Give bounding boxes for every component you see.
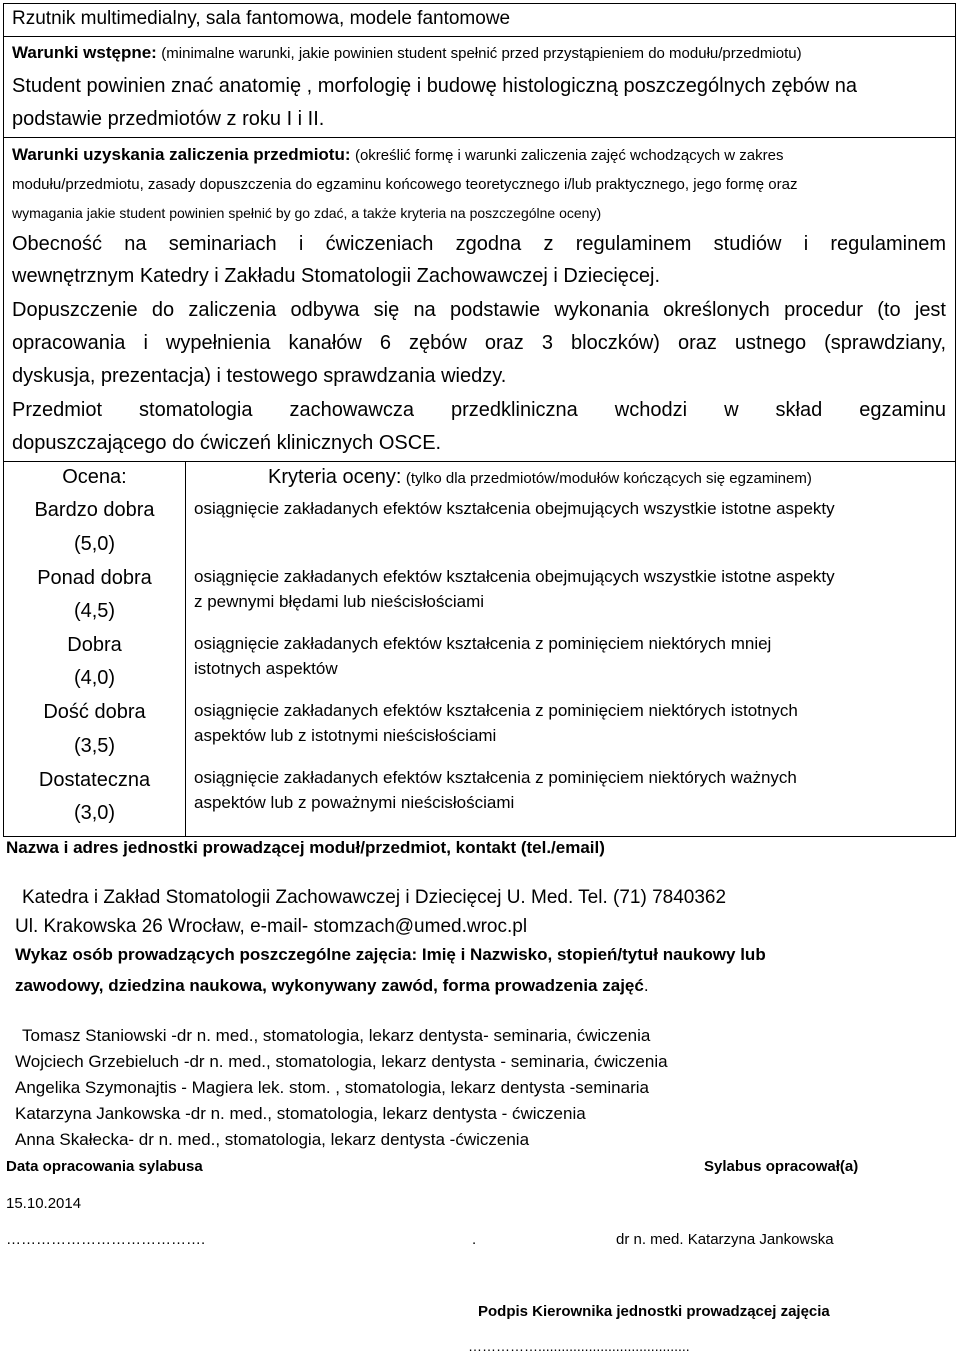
prerequisites-line-2: podstawie przedmiotów z roku I i II. xyxy=(12,108,325,130)
prerequisites-label: Warunki wstępne: xyxy=(12,43,157,62)
grade-criteria-line-2: aspektów lub z poważnymi nieścisłościami xyxy=(194,793,515,812)
staff-member: Angelika Szymonajtis - Magiera lek. stom. , stomatologia, lekarz dentysta -seminaria xyxy=(15,1078,649,1097)
prerequisites-line-1: Student powinien znać anatomię , morfologię i budowę histologiczną poszczególnych zębów na xyxy=(12,75,857,97)
pass-label: Warunki uzyskania zaliczenia przedmiotu: xyxy=(12,145,351,164)
grade-criteria xyxy=(194,496,954,521)
staff-member: Katarzyna Jankowska -dr n. med., stomatologia, lekarz dentysta - ćwiczenia xyxy=(15,1104,586,1123)
grade-name: Dość dobra xyxy=(43,701,146,723)
mid-dot: . xyxy=(472,1231,477,1248)
head-signature-line: ……………....................................... xyxy=(468,1338,690,1354)
unit-label: Nazwa i adres jednostki prowadzącej moduł/przedmiot, kontakt (tel./email) xyxy=(6,838,605,857)
grade-name: Dobra xyxy=(67,634,122,656)
criteria-header-note: (tylko dla przedmiotów/modułów kończących się egzaminem) xyxy=(405,470,812,487)
attendance-line-1: Obecność na seminariach i ćwiczeniach zgodna z regulaminem studiów i regulaminem xyxy=(12,233,946,255)
criteria-column-header xyxy=(268,466,812,489)
grade-name: Ponad dobra xyxy=(37,567,152,589)
pass-note-1: (określić formę i warunki zaliczenia zajęć wchodzących w zakres xyxy=(354,147,784,164)
staff-label-line-2: zawodowy, dziedzina naukowa, wykonywany zawód, forma prowadzenia zajęć xyxy=(15,976,644,995)
grade-value: (3,5) xyxy=(73,735,116,757)
author-label: Sylabus opracował(a) xyxy=(704,1158,859,1175)
grade-name: Bardzo dobra xyxy=(34,499,155,521)
pass-heading xyxy=(12,145,946,165)
grade-criteria-line-2: istotnych aspektów xyxy=(194,659,338,678)
grade-criteria xyxy=(194,631,954,681)
grade-value: (5,0) xyxy=(73,533,116,555)
osce-line-2: dopuszczającego do ćwiczeń klinicznych OSCE. xyxy=(12,432,442,454)
grade-criteria-line-1: osiągnięcie zakładanych efektów kształcenia obejmujących wszystkie istotne aspekty xyxy=(194,499,835,518)
admission-line-3: dyskusja, prezentacja) i testowego sprawdzania wiedzy. xyxy=(12,365,507,387)
grade-value: (4,0) xyxy=(73,667,116,689)
admission-line-2: opracowania i wypełnienia kanałów 6 zębów oraz 3 bloczków) oraz ustnego (sprawdziany, xyxy=(12,332,946,354)
grade-criteria-line-1: osiągnięcie zakładanych efektów kształcenia z pominięciem niektórych mniej xyxy=(194,634,772,653)
staff-label-line-1: Wykaz osób prowadzących poszczególne zajęcia: Imię i Nazwisko, stopień/tytuł naukowy lub xyxy=(15,945,766,964)
grade-criteria-line-1: osiągnięcie zakładanych efektów kształcenia z pominięciem niektórych ważnych xyxy=(194,768,797,787)
staff-member: Tomasz Staniowski -dr n. med., stomatologia, lekarz dentysta- seminaria, ćwiczenia xyxy=(22,1026,651,1045)
admission-line-1: Dopuszczenie do zaliczenia odbywa się na podstawie wykonania określonych procedur (to jest xyxy=(12,299,946,321)
head-signature-label: Podpis Kierownika jednostki prowadzącej zajęcia xyxy=(478,1303,830,1320)
grade-criteria-line-1: osiągnięcie zakładanych efektów kształcenia z pominięciem niektórych istotnych xyxy=(194,701,798,720)
author-name: dr n. med. Katarzyna Jankowska xyxy=(616,1231,834,1248)
prerequisites-heading xyxy=(12,43,802,63)
staff-member: Anna Skałecka- dr n. med., stomatologia, lekarz dentysta -ćwiczenia xyxy=(15,1130,530,1149)
equipment-text: Rzutnik multimedialny, sala fantomowa, modele fantomowe xyxy=(12,8,511,29)
grade-criteria xyxy=(194,765,954,815)
osce-line-1: Przedmiot stomatologia zachowawcza przedkliniczna wchodzi w skład egzaminu xyxy=(12,399,946,421)
pass-note-2: modułu/przedmiotu, zasady dopuszczenia do egzaminu końcowego teoretycznego i/lub praktycznego, jego formę oraz xyxy=(12,176,798,193)
criteria-header-label: Kryteria oceny: xyxy=(268,466,402,488)
unit-address-line-2: Ul. Krakowska 26 Wrocław, e-mail- stomzach@umed.wroc.pl xyxy=(15,916,528,937)
grade-criteria-line-2: z pewnymi błędami lub nieścisłościami xyxy=(194,592,485,611)
grade-value: (3,0) xyxy=(73,802,116,824)
date-signature-line: …………………………………. xyxy=(6,1231,206,1248)
grade-criteria-line-2: aspektów lub z istotnymi nieścisłościami xyxy=(194,726,497,745)
unit-address-line-1: Katedra i Zakład Stomatologii Zachowawczej i Dziecięcej U. Med. Tel. (71) 7840362 xyxy=(22,887,727,908)
grade-value: (4,5) xyxy=(73,600,116,622)
pass-note-3: wymagania jakie student powinien spełnić by go zdać, a także kryteria na poszczególne oceny) xyxy=(12,205,602,221)
grade-criteria xyxy=(194,564,954,614)
prerequisites-note: (minimalne warunki, jakie powinien student spełnić przed przystąpieniem do modułu/przedmiotu) xyxy=(161,45,802,62)
attendance-line-2: wewnętrznym Katedry i Zakładu Stomatologii Zachowawczej i Dziecięcej. xyxy=(12,265,661,287)
date-value: 15.10.2014 xyxy=(6,1195,82,1212)
date-label: Data opracowania sylabusa xyxy=(6,1158,203,1175)
grade-name: Dostateczna xyxy=(38,769,151,791)
staff-member: Wojciech Grzebieluch -dr n. med., stomatologia, lekarz dentysta - seminaria, ćwiczenia xyxy=(15,1052,668,1071)
grade-column-header: Ocena: xyxy=(62,466,127,488)
grade-criteria-line-1: osiągnięcie zakładanych efektów kształcenia obejmujących wszystkie istotne aspekty xyxy=(194,567,835,586)
staff-label-end: . xyxy=(643,976,649,995)
grades-table-top-rule xyxy=(3,461,956,462)
grade-criteria xyxy=(194,698,954,748)
staff-label-line-2-wrap xyxy=(15,976,649,996)
